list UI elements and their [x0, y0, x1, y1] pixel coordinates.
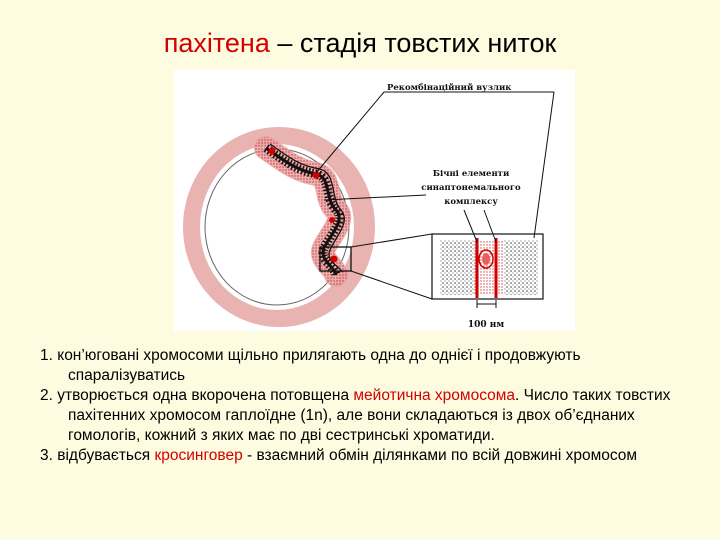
nodule-pointer-inset: [534, 92, 554, 238]
item-2-text-end: . Число таких товстих пахітенних хромосом гаплоїдне (1n), але вони складаються із двох об’єднаних гомологів, кожний з яких має по дві сестринські хроматиди.: [68, 387, 671, 444]
label-recombination-nodule: Рекомбінаційний вузлик: [387, 83, 512, 93]
synaptonemal-complex-inset: [432, 234, 543, 299]
diagram-svg: [174, 70, 575, 331]
term-crossing-over: кросинговер: [154, 447, 243, 464]
item-2-text-start: 2. утворюється одна вкорочена потовщена: [40, 387, 354, 404]
nodule-dot-4: [331, 256, 338, 263]
label-lateral-1: Бічні елементи: [432, 169, 510, 179]
title-term: пахітена: [163, 28, 270, 58]
item-1-text: 1. кон’юговані хромосоми щільно прилягають одна до однієї і продовжують спаралізуватись: [40, 347, 581, 384]
list-item-3: [40, 446, 700, 466]
nodule-dot-1: [269, 148, 276, 155]
term-meiotic-chromosome: мейотична хромосома: [353, 387, 516, 404]
description-list: [40, 346, 700, 466]
pachytene-diagram: [174, 70, 575, 331]
label-lateral-2: синаптонемального: [421, 183, 521, 193]
magnify-line-bottom: [351, 271, 432, 299]
label-lateral-3: комплексу: [444, 197, 498, 207]
item-3-text-end: - взаємний обмін ділянками по всій довжині хромосом: [242, 447, 638, 464]
nodule-dot-3: [329, 217, 335, 223]
item-3-text-start: 3. відбувається: [40, 447, 155, 464]
list-item-2: [40, 386, 700, 446]
list-item-1: [40, 346, 700, 386]
slide-title: [0, 28, 720, 59]
scale-label: 100 нм: [467, 320, 505, 330]
title-rest: – стадія товстих ниток: [269, 28, 557, 58]
